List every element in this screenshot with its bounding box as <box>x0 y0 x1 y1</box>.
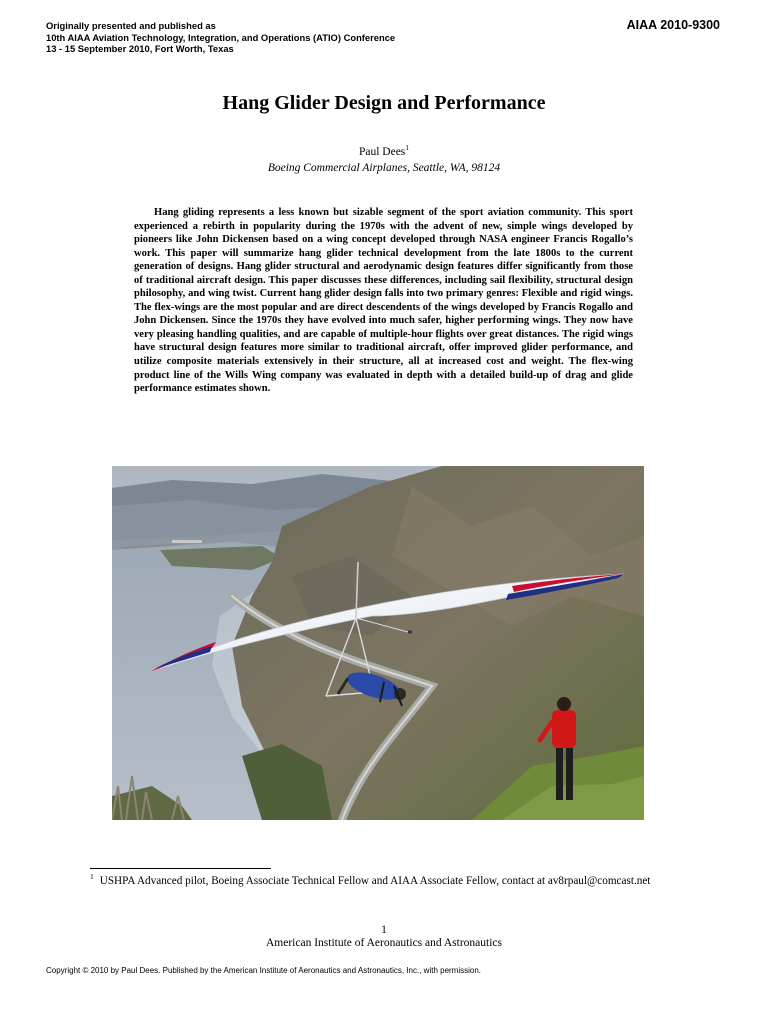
publication-note-line-2: 10th AIAA Aviation Technology, Integration, and Operations (ATIO) Conference <box>46 31 396 43</box>
footnote <box>90 874 679 889</box>
spectator-red-jacket <box>552 710 576 748</box>
author-affiliation: Boeing Commercial Airplanes, Seattle, WA, 98124 <box>267 162 501 174</box>
paper-number: AIAA 2010-9300 <box>626 18 720 32</box>
publication-note-line-3: 13 - 15 September 2010, Fort Worth, Texas <box>46 43 234 54</box>
organization-name: American Institute of Aeronautics and Astronautics <box>265 937 502 949</box>
paper-title: Hang Glider Design and Performance <box>222 92 546 114</box>
publication-note-line-1: Originally presented and published as <box>46 20 216 31</box>
footnote-text: USHPA Advanced pilot, Boeing Associate Technical Fellow and AIAA Associate Fellow, contact at av8rpaul@comcast.net <box>99 875 651 887</box>
publication-note <box>46 20 395 55</box>
abstract: Hang gliding represents a less known but sizable segment of the sport aviation community. This sport experienced a rebirth in popularity during the 1970s with the advent of new, simple wings developed by pioneers like John Dickensen based on a wing concept developed through NASA engineer Francis Rogallo’s work. This paper will summarize hang glider technical development from the late 1800s to the current generation of designs. Hang glider structural and aerodynamic design features differ significantly from those of traditional aircraft design. This paper discusses these differences, including sail flexibility, structural design philosophy, and wing twist. Current hang glider design falls into two primary genres: Flexible and rigid wings. The flex-wings are the most popular and are direct descendents of the wings developed by Francis Rogallo and John Dickensen. Since the 1970s they have evolved into much safer, higher performing wings. They now have very pleasing handling qualities, and are capable of multiple-hour flights over great distances. The rigid wings have structural design features more similar to traditional aircraft, offer improved glider performance, and utilize composite materials extensively in their structure, all at increased cost and weight. The flex-wing product line of the Wills Wing company was evaluated in depth with a detailed build-up of drag and glide performance estimates shown. <box>134 207 633 395</box>
copyright-notice: Copyright © 2010 by Paul Dees. Published by the American Institute of Aeronautics and Astronautics, Inc., with permission. <box>46 966 482 975</box>
author-line <box>0 143 768 158</box>
footnote-mark: 1 <box>90 872 94 882</box>
author-name: Paul Dees <box>358 146 406 158</box>
hang-glider-photo <box>112 466 644 820</box>
author-footnote-mark: 1 <box>405 143 410 153</box>
page-number: 1 <box>381 924 387 936</box>
footnote-rule <box>90 868 271 869</box>
